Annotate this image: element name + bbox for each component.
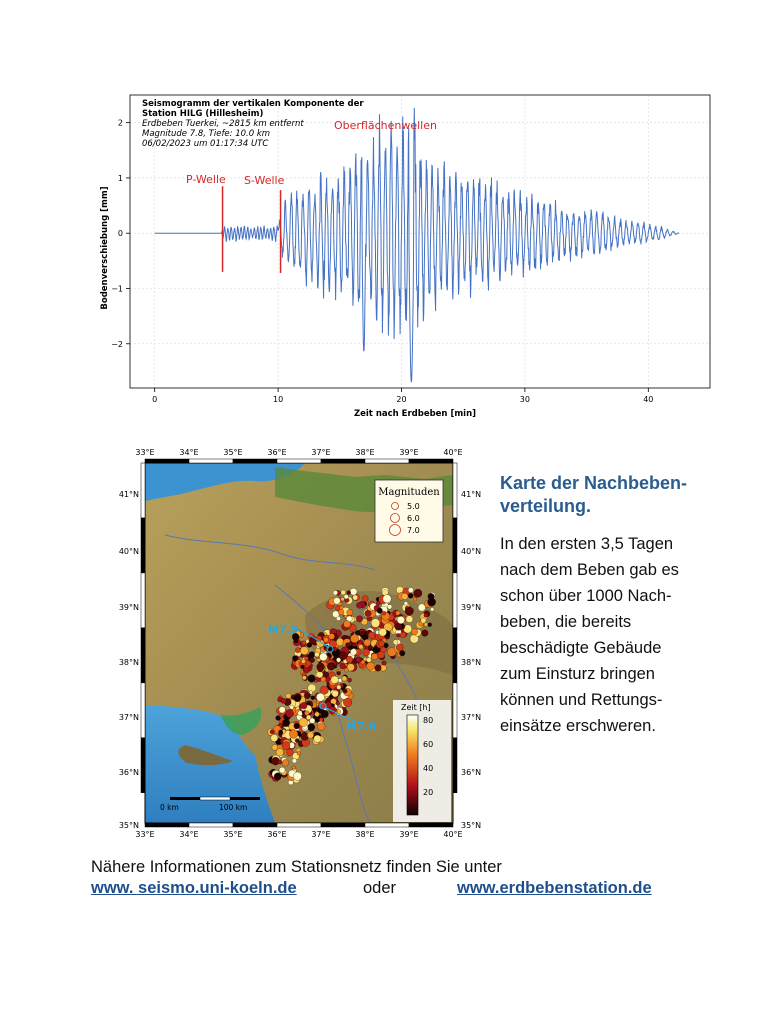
aftershock-point: [367, 658, 372, 663]
aftershock-point: [363, 649, 370, 656]
left-lat-label-0: 41°N: [118, 490, 139, 499]
aftershock-point: [387, 648, 396, 657]
aftershock-point: [383, 595, 391, 603]
aftershock-point: [341, 590, 346, 595]
aftershock-point: [279, 730, 283, 734]
aftershock-point: [365, 610, 372, 617]
caption-line-7: können und Rettungs-: [500, 691, 663, 709]
ytick-label-1: 1: [117, 173, 123, 183]
aftershock-point: [317, 666, 323, 672]
aftershock-point: [335, 606, 340, 611]
frame-top-seg-3: [277, 459, 321, 463]
colorbar-tick-40: 40: [423, 764, 434, 773]
frame-bottom-seg-3: [277, 823, 321, 827]
seismogram-info-line-3: 06/02/2023 um 01:17:34 UTC: [142, 139, 269, 149]
aftershock-point: [274, 773, 281, 780]
right-lat-label-1: 40°N: [461, 547, 482, 556]
aftershock-point: [317, 723, 325, 731]
p-wave-label: P-Welle: [186, 173, 226, 186]
frame-bottom-seg-5: [365, 823, 409, 827]
aftershock-point: [347, 591, 351, 595]
bottom-lon-label-2: 35°E: [223, 830, 243, 839]
aftershock-point: [315, 712, 320, 717]
aftershock-point: [270, 730, 275, 735]
frame-left-seg-3: [141, 628, 145, 683]
aftershock-point: [428, 623, 432, 627]
frame-right-seg-5: [453, 738, 457, 793]
aftershock-point: [411, 629, 418, 636]
ytick-label-3: −1: [111, 284, 123, 294]
aftershock-point: [292, 766, 296, 770]
top-lon-label-3: 36°E: [267, 448, 287, 457]
aftershock-point: [367, 662, 375, 670]
frame-left-seg-2: [141, 573, 145, 628]
map-caption-text: [500, 531, 750, 739]
seismogram-title-line-2: Station HILG (Hillesheim): [142, 109, 264, 119]
aftershock-point: [282, 759, 289, 766]
aftershock-point: [339, 652, 347, 660]
right-lat-label-2: 39°N: [461, 603, 482, 612]
aftershock-point: [393, 640, 398, 645]
aftershock-point: [329, 634, 335, 640]
xtick-label-40: 40: [643, 395, 654, 404]
bottom-lon-label-1: 34°E: [179, 830, 199, 839]
caption-line-3: schon über 1000 Nach-: [500, 587, 672, 605]
aftershock-map: [118, 445, 485, 845]
seismogram-info-line-1: Erdbeben Tuerkei, ~2815 km entfernt: [142, 119, 304, 129]
aftershock-point: [348, 678, 352, 682]
map-caption-title-line-2: verteilung.: [500, 496, 592, 516]
aftershock-point: [368, 632, 375, 639]
aftershock-point: [281, 698, 286, 703]
aftershock-point: [300, 647, 308, 655]
aftershock-point: [282, 742, 290, 750]
aftershock-point: [340, 663, 346, 669]
aftershock-point: [405, 607, 414, 616]
time-colorbar: [393, 700, 451, 822]
aftershock-point: [396, 644, 403, 651]
aftershock-point: [342, 676, 347, 681]
frame-left-seg-4: [141, 683, 145, 738]
aftershock-point: [295, 739, 299, 743]
aftershock-point: [294, 723, 300, 729]
seismogram-chart: [95, 90, 720, 420]
bottom-lon-label-3: 36°E: [267, 830, 287, 839]
seismogram-title-line-1: Seismogramm der vertikalen Komponente der: [142, 99, 364, 109]
aftershock-point: [362, 596, 368, 602]
legend-item-5: 5.0: [407, 502, 420, 511]
caption-line-2: nach dem Beben gab es: [500, 561, 679, 579]
xtick-label-10: 10: [272, 395, 284, 404]
seismogram-xlabel: Zeit nach Erdbeben [min]: [353, 409, 477, 419]
aftershock-point: [347, 609, 353, 615]
scale-label-0: 0 km: [160, 803, 179, 812]
aftershock-point: [430, 608, 434, 612]
colorbar-title: Zeit [h]: [401, 703, 431, 712]
aftershock-point: [304, 692, 310, 698]
magnitude-legend-title: Magnituden: [378, 487, 440, 498]
right-lat-label-3: 38°N: [461, 658, 482, 667]
aftershock-point: [293, 772, 301, 780]
aftershock-point: [343, 698, 352, 707]
top-lon-label-7: 40°E: [443, 448, 463, 457]
aftershock-point: [350, 588, 357, 595]
left-lat-label-4: 37°N: [118, 713, 139, 722]
aftershock-point: [286, 709, 294, 717]
xtick-label-20: 20: [396, 395, 407, 404]
main-shock-m75: M7.5: [268, 623, 299, 636]
surface-wave-label: Oberflächenwellen: [334, 119, 437, 132]
aftershock-point: [328, 663, 335, 670]
main-shock-m78: M7.8: [346, 720, 377, 733]
top-lon-label-6: 39°E: [399, 448, 419, 457]
seismogram-info-line-2: Magnitude 7.8, Tiefe: 10.0 km: [142, 129, 271, 139]
seismogram-ylabel: Bodenverschiebung [mm]: [100, 186, 110, 310]
top-lon-label-2: 35°E: [223, 448, 243, 457]
ytick-label-4: −2: [111, 339, 123, 349]
caption-line-8: einsätze erschweren.: [500, 717, 656, 735]
aftershock-point: [414, 589, 422, 597]
aftershock-point: [397, 633, 401, 637]
aftershock-point: [424, 613, 428, 617]
aftershock-point: [397, 616, 405, 624]
left-lat-label-3: 38°N: [118, 658, 139, 667]
aftershock-point: [290, 705, 294, 709]
aftershock-point: [338, 678, 342, 682]
aftershock-point: [346, 643, 350, 647]
aftershock-point: [301, 702, 308, 709]
left-lat-label-2: 39°N: [118, 603, 139, 612]
right-lat-label-5: 36°N: [461, 768, 482, 777]
legend-item-7: 7.0: [407, 526, 420, 535]
aftershock-point: [301, 659, 305, 663]
frame-top-seg-5: [365, 459, 409, 463]
aftershock-point: [333, 591, 338, 596]
aftershock-point: [360, 631, 365, 636]
caption-line-4: beben, die bereits: [500, 613, 632, 631]
footer-links: [91, 879, 731, 903]
aftershock-point: [292, 759, 297, 764]
aftershock-point: [306, 715, 311, 720]
bottom-lon-label-6: 39°E: [399, 830, 419, 839]
aftershock-point: [371, 619, 380, 628]
aftershock-point: [278, 760, 282, 764]
aftershock-point: [382, 661, 387, 666]
aftershock-point: [350, 635, 358, 643]
legend-item-6: 6.0: [407, 514, 420, 523]
caption-line-5: beschädigte Gebäude: [500, 639, 662, 657]
scale-label-100: 100 km: [219, 803, 248, 812]
aftershock-point: [408, 588, 413, 593]
ytick-label-0: 2: [117, 118, 123, 128]
aftershock-point: [413, 598, 417, 602]
frame-left-seg-5: [141, 738, 145, 793]
map-caption-title: [500, 472, 750, 518]
aftershock-point: [336, 702, 340, 706]
aftershock-point: [271, 734, 278, 741]
aftershock-point: [289, 730, 298, 739]
aftershock-point: [341, 597, 345, 601]
aftershock-point: [272, 745, 278, 751]
top-lon-label-1: 34°E: [179, 448, 199, 457]
seismogram-trace: [155, 108, 679, 382]
frame-right-seg-3: [453, 628, 457, 683]
aftershock-point: [406, 616, 413, 623]
left-lat-label-5: 36°N: [118, 768, 139, 777]
top-lon-label-0: 33°E: [135, 448, 155, 457]
frame-top-seg-2: [233, 459, 277, 463]
aftershock-point: [307, 732, 314, 739]
aftershock-point: [356, 602, 362, 608]
aftershock-point: [378, 640, 384, 646]
left-lat-label-6: 35°N: [118, 821, 139, 830]
aftershock-point: [382, 611, 386, 615]
left-lat-label-1: 40°N: [118, 547, 139, 556]
frame-right-seg-4: [453, 683, 457, 738]
aftershock-point: [316, 671, 323, 678]
bottom-lon-label-4: 37°E: [311, 830, 331, 839]
aftershock-point: [294, 695, 301, 702]
aftershock-point: [337, 685, 341, 689]
aftershock-point: [421, 618, 426, 623]
aftershock-point: [399, 650, 405, 656]
caption-line-1: In den ersten 3,5 Tagen: [500, 535, 674, 553]
aftershock-point: [343, 689, 347, 693]
aftershock-point: [428, 593, 434, 599]
xtick-label-0: 0: [152, 395, 158, 404]
link-erdbebenstation[interactable]: www.erdbebenstation.de: [457, 879, 652, 897]
aftershock-point: [343, 621, 350, 628]
aftershock-point: [308, 724, 315, 731]
aftershock-point: [350, 649, 356, 655]
aftershock-point: [387, 605, 392, 610]
aftershock-point: [361, 660, 365, 664]
right-lat-label-6: 35°N: [461, 821, 482, 830]
xtick-label-30: 30: [519, 395, 530, 404]
frame-right-seg-0: [453, 463, 457, 518]
aftershock-point: [337, 671, 341, 675]
aftershock-point: [319, 653, 327, 661]
aftershock-point: [334, 597, 341, 604]
frame-bottom-seg-4: [321, 823, 365, 827]
s-wave-label: S-Welle: [244, 174, 285, 187]
top-lon-label-4: 37°E: [311, 448, 331, 457]
aftershock-point: [297, 751, 301, 755]
frame-top-seg-1: [189, 459, 233, 463]
aftershock-point: [286, 749, 293, 756]
aftershock-point: [404, 602, 408, 606]
aftershock-point: [276, 716, 281, 721]
aftershock-point: [279, 767, 285, 773]
aftershock-point: [314, 735, 321, 742]
aftershock-point: [314, 652, 319, 657]
frame-left-seg-0: [141, 463, 145, 518]
frame-top-seg-6: [409, 459, 453, 463]
aftershock-point: [344, 668, 348, 672]
frame-bottom-seg-2: [233, 823, 277, 827]
colorbar-tick-80: 80: [423, 716, 434, 725]
frame-top-seg-0: [145, 459, 189, 463]
aftershock-point: [304, 711, 309, 716]
aftershock-point: [313, 708, 317, 712]
frame-right-seg-2: [453, 573, 457, 628]
aftershock-point: [310, 658, 315, 663]
aftershock-point: [276, 749, 284, 757]
aftershock-point: [292, 656, 297, 661]
link-seismo-uni-koeln[interactable]: www. seismo.uni-koeln.de: [91, 879, 297, 897]
aftershock-point: [422, 630, 429, 637]
aftershock-point: [302, 676, 306, 680]
frame-bottom-seg-6: [409, 823, 453, 827]
footer-oder: oder: [363, 879, 397, 897]
aftershock-point: [311, 696, 315, 700]
aftershock-point: [336, 638, 344, 646]
right-lat-label-0: 41°N: [461, 490, 482, 499]
aftershock-point: [332, 690, 339, 697]
aftershock-point: [323, 637, 328, 642]
frame-right-seg-1: [453, 518, 457, 573]
aftershock-point: [279, 707, 285, 713]
aftershock-point: [395, 623, 402, 630]
aftershock-point: [359, 645, 364, 650]
frame-bottom-seg-1: [189, 823, 233, 827]
aftershock-point: [356, 616, 362, 622]
bottom-lon-label-7: 40°E: [443, 830, 463, 839]
aftershock-point: [408, 593, 413, 598]
aftershock-point: [299, 718, 308, 727]
aftershock-point: [353, 595, 358, 600]
bottom-lon-label-5: 38°E: [355, 830, 375, 839]
aftershock-point: [295, 648, 300, 653]
colorbar-tick-60: 60: [423, 740, 434, 749]
aftershock-point: [402, 593, 408, 599]
colorbar-tick-20: 20: [423, 788, 434, 797]
aftershock-point: [302, 641, 306, 645]
caption-line-6: zum Einsturz bringen: [500, 665, 655, 683]
aftershock-point: [371, 653, 378, 660]
footer: [91, 858, 731, 903]
ytick-label-2: 0: [117, 229, 123, 239]
right-lat-label-4: 37°N: [461, 713, 482, 722]
aftershock-point: [344, 595, 348, 599]
aftershock-point: [316, 693, 324, 701]
seismogram-ticks: [111, 119, 653, 404]
aftershock-point: [298, 711, 303, 716]
aftershock-point: [364, 639, 371, 646]
map-caption-title-line-1: Karte der Nachbeben-: [500, 473, 688, 493]
magnitude-legend: [375, 480, 443, 542]
aftershock-point: [304, 667, 310, 673]
frame-bottom-seg-0: [145, 823, 189, 827]
frame-top-seg-4: [321, 459, 365, 463]
aftershock-point: [331, 676, 339, 684]
top-lon-label-5: 38°E: [355, 448, 375, 457]
aftershock-point: [308, 675, 316, 683]
aftershock-point: [377, 608, 383, 614]
aftershock-point: [286, 693, 291, 698]
bottom-lon-label-0: 33°E: [135, 830, 155, 839]
aftershock-point: [424, 623, 428, 627]
aftershock-point: [379, 628, 387, 636]
aftershock-point: [301, 665, 305, 669]
aftershock-point: [375, 665, 382, 672]
frame-left-seg-1: [141, 518, 145, 573]
footer-intro: Nähere Informationen zum Stationsnetz finden Sie unter: [91, 858, 502, 876]
